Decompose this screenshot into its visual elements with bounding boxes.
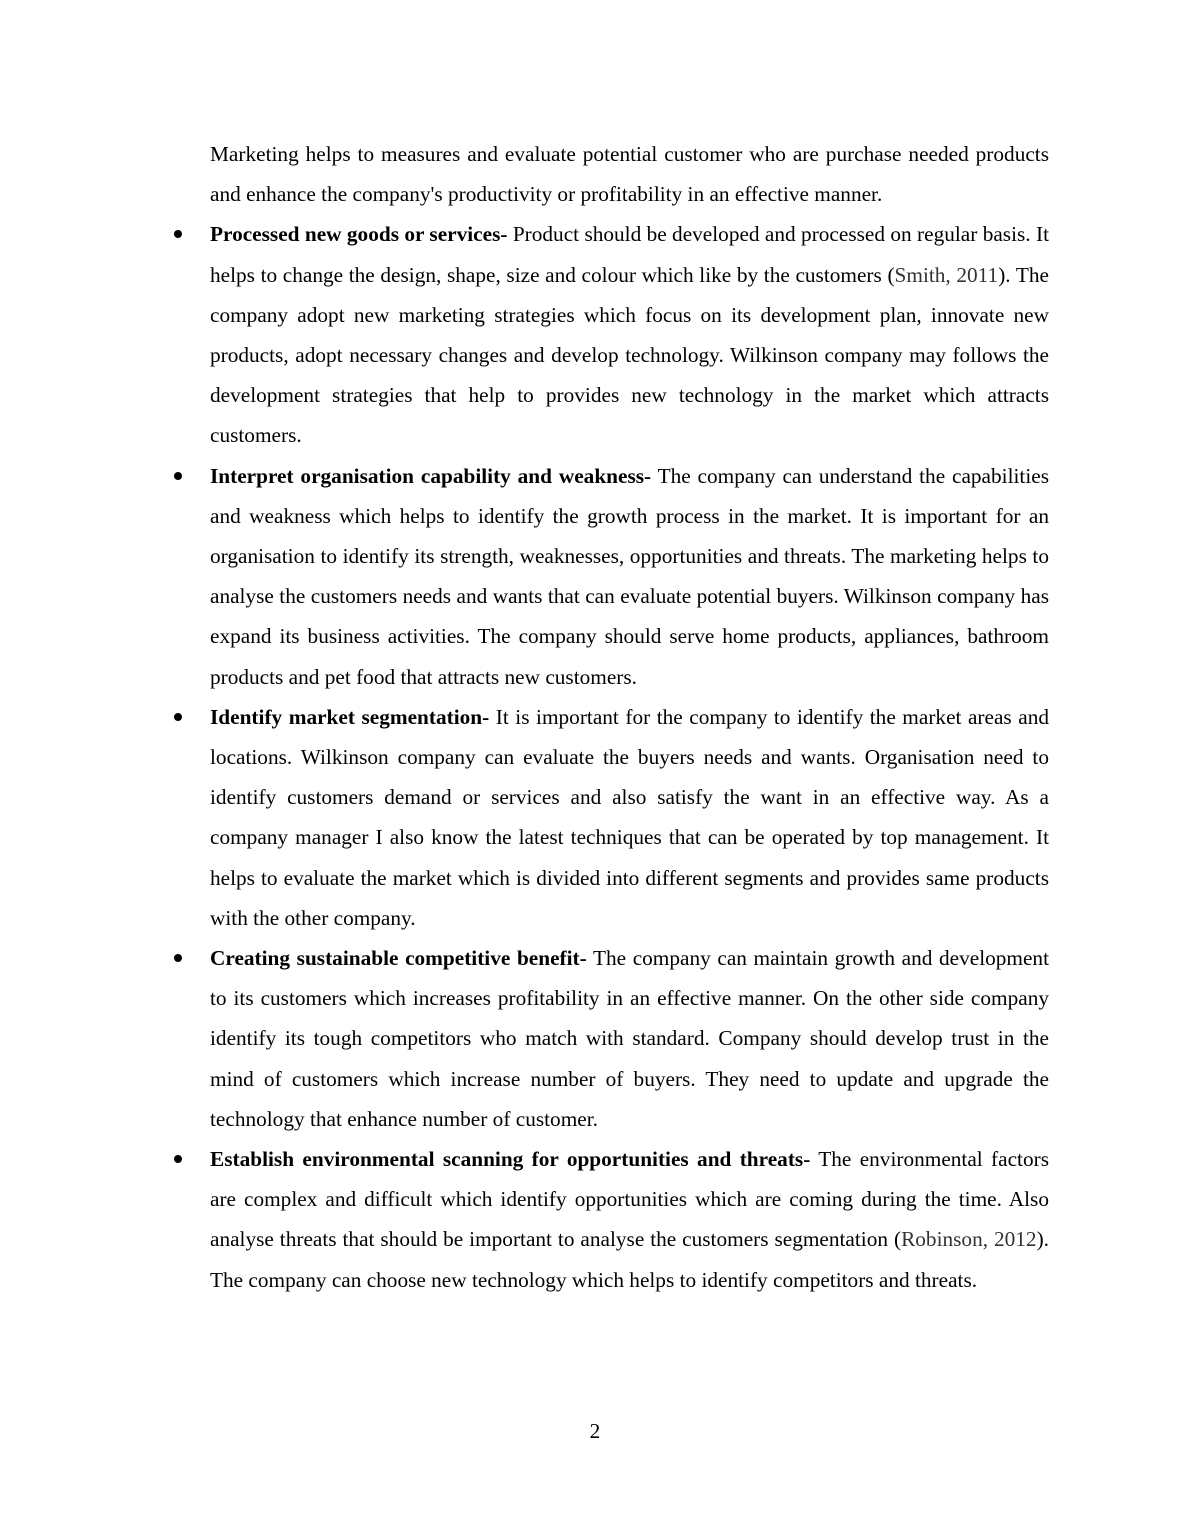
bullet-text: The environmental factors are complex and difficult which identify opportunities which are coming during the time. Also analyse threats that should be important to analyse the customers segmentation ( (210, 1147, 1049, 1252)
bullet-heading: Processed new goods or services- (210, 222, 508, 247)
bullet-text: The company can maintain growth and development to its customers which increases profitability in an effective manner. On the other side company identify its tough competitors who match with standard. Company should develop trust in the mind of customers which increase number of buyers. They need to update and upgrade the technology that enhance number of customer. (210, 946, 1049, 1131)
bullet-list (210, 214, 1049, 1299)
bullet-icon (174, 230, 182, 238)
bullet-text: The company can understand the capabilities and weakness which helps to identify the growth process in the market. It is important for an organisation to identify its strength, weaknesses, opportunities and threats. The marketing helps to analyse the customers needs and wants that can evaluate potential buyers. Wilkinson company has expand its business activities. The company should serve home products, appliances, bathroom products and pet food that attracts new customers. (210, 463, 1049, 689)
bullet-heading: Establish environmental scanning for opportunities and threats- (210, 1147, 811, 1172)
bullet-icon (174, 713, 182, 721)
bullet-text: ). The company can choose new technology which helps to identify competitors and threats. (210, 1227, 1049, 1292)
bullet-item-market-segmentation (210, 697, 1049, 938)
bullet-text: Product should be developed and processed on regular basis. It helps to change the design, shape, size and colour which like by the customers ( (210, 222, 1049, 287)
bullet-icon (174, 1155, 182, 1163)
bullet-text: It is important for the company to identify the market areas and locations. Wilkinson company can evaluate the buyers needs and wants. Organisation need to identify customers demand or services and also satisfy the want in an effective way. As a company manager I also know the latest techniques that can be operated by top management. It helps to evaluate the market which is divided into different segments and provides same products with the other company. (210, 704, 1049, 930)
page-content (210, 134, 1049, 1300)
intro-paragraph: Marketing helps to measures and evaluate potential customer who are purchase needed products and enhance the company's productivity or profitability in an effective manner. (210, 142, 1049, 207)
bullet-item-competitive-benefit (210, 938, 1049, 1139)
citation: Robinson, 2012 (901, 1227, 1037, 1252)
bullet-heading: Identify market segmentation- (210, 704, 490, 729)
page-number: 2 (589, 1419, 601, 1443)
bullet-heading: Interpret organisation capability and weakness- (210, 463, 652, 488)
bullet-item-processed-goods (210, 214, 1049, 455)
bullet-heading: Creating sustainable competitive benefit- (210, 946, 587, 971)
citation: Smith, 2011 (894, 262, 999, 287)
bullet-item-capability-weakness (210, 456, 1049, 697)
bullet-text: ). The company adopt new marketing strategies which focus on its development plan, innovate new products, adopt necessary changes and develop technology. Wilkinson company may follows the development strategies that help to provides new technology in the market which attracts customers. (210, 262, 1049, 448)
bullet-icon (174, 472, 182, 480)
bullet-item-environmental-scanning (210, 1139, 1049, 1300)
bullet-icon (174, 954, 182, 962)
